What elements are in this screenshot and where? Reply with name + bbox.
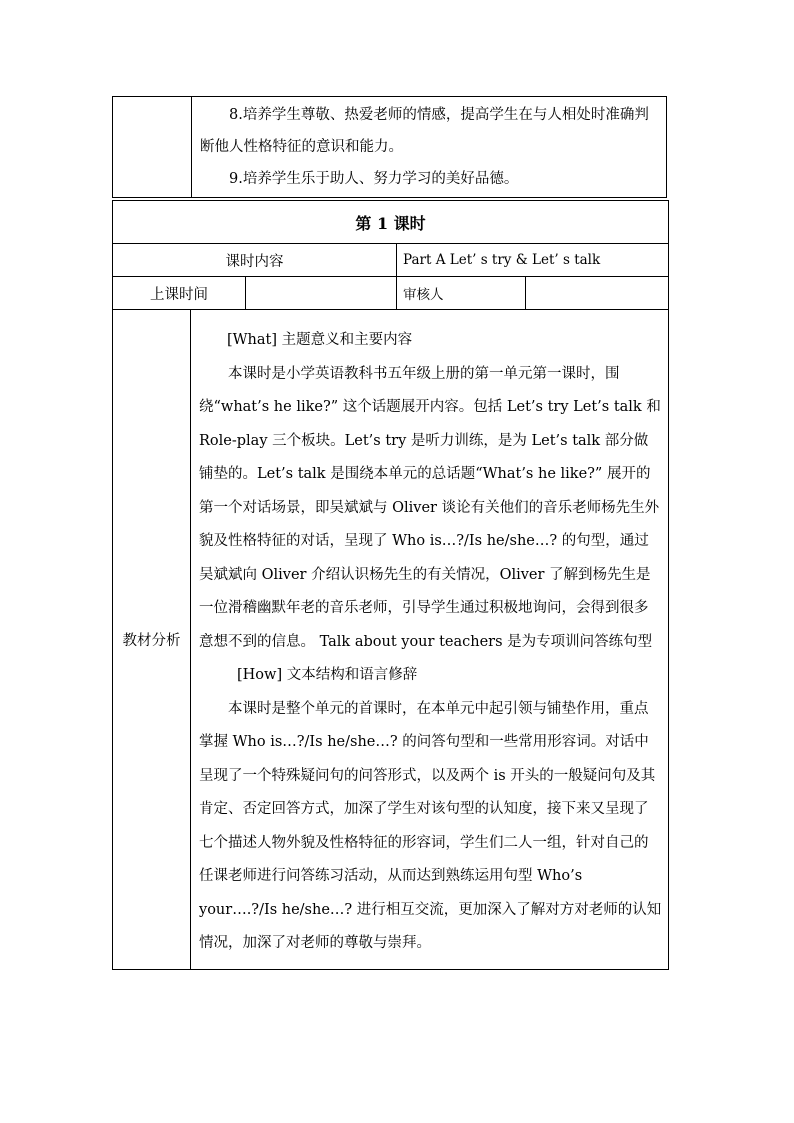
lesson-title: 第 1 课时 (113, 201, 669, 244)
how-heading: [How] 文本结构和语言修辞 (237, 667, 418, 683)
time-value (246, 277, 397, 310)
content-label: 课时内容 (113, 244, 397, 277)
lesson-table (112, 200, 669, 970)
content-value: Part A Let’ s try & Let’ s talk (397, 244, 669, 277)
objectives-table (112, 96, 667, 198)
objectives-content-cell (192, 97, 667, 198)
analysis-content (191, 310, 669, 970)
objective-item-8: 8.培养学生尊敬、热爱老师的情感，提高学生在与人相处时准确判断他人性格特征的意识和能力。 (200, 107, 649, 155)
objective-item-9: 9.培养学生乐于助人、努力学习的美好品德。 (229, 171, 519, 187)
what-body: 本课时是小学英语教科书五年级上册的第一单元第一课时，围绕“what’s he like?” 这个话题展开内容。包括 Let’s try Let’s talk 和 Role-play 三个板块。Let’s try 是听力训练，是为 Let’s talk 部分做铺垫的。Let’s talk 是围绕本单元的总话题“What’s he like?” 展开的第一个对话场景，即吴斌斌与 Oliver 谈论有关他们的音乐老师杨先生外貌及性格特征的对话，呈现了 Who is…?/Is he/she…? 的句型，通过吴斌斌向 Oliver 介绍认识杨先生的有关情况，Oliver 了解到杨先生是一位滑稽幽默年老的音乐老师，引导学生通过积极地询问，会得到很多意想不到的信息。 Talk about your teachers 是为专项训问答练句型 (199, 365, 661, 650)
reviewer-value (526, 277, 669, 310)
what-heading: [What] 主题意义和主要内容 (227, 332, 413, 348)
how-body: 本课时是整个单元的首课时，在本单元中起引领与铺垫作用，重点掌握 Who is…?/Is he/she…? 的问答句型和一些常用形容词。对话中呈现了一个特殊疑问句的问答形式，以及两个 is 开头的一般疑问句及其肯定、否定回答方式，加深了学生对该句型的认知度，接下来又呈现了七个描述人物外貌及性格特征的形容词，学生们二人一组，针对自己的任课老师进行问答练习活动，从而达到熟练运用句型 Who’s your….?/Is he/she…? 进行相互交流，更加深入了解对方对老师的认知情况，加深了对老师的尊敬与崇拜。 (199, 700, 662, 951)
analysis-label: 教材分析 (113, 310, 191, 970)
objectives-label-cell (113, 97, 192, 198)
reviewer-label: 审核人 (397, 277, 526, 310)
time-label: 上课时间 (113, 277, 246, 310)
